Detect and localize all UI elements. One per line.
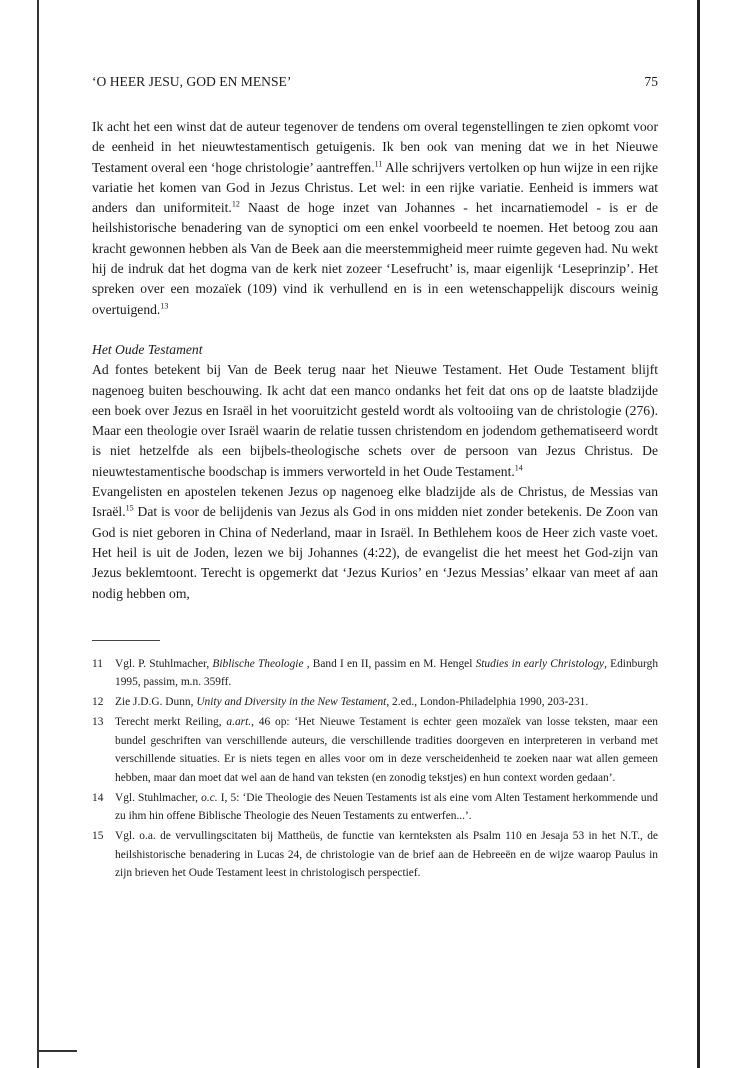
- footnote-ref-13: 13: [160, 301, 169, 311]
- bottom-corner-rule: [37, 1050, 77, 1052]
- footnote-text: [115, 713, 658, 787]
- footnote-13: [92, 713, 658, 787]
- footnote-14-text-1: Vgl. Stuhlmacher,: [115, 791, 202, 804]
- footnote-14-text-2: I, 5: ‘Die Theologie des Neuen Testaments ist als eine vom Alten Testament herkommende und zu ihm hin offene Biblische Theologie des Neuen Testaments zu entwerfen...’.: [115, 791, 658, 823]
- footnote-number: 12: [92, 696, 104, 709]
- footnote-12-text-2: , 2.ed., London-Philadelphia 1990, 203-231.: [386, 696, 589, 709]
- footnote-number: 11: [92, 657, 103, 670]
- paragraph-1-text-c: Naast de hoge inzet van Johannes - het incarnatiemodel - is er de heilshistorische benadering van de synoptici om een enkel voorbeeld te noemen. Het betoog zou aan kracht gewonnen hebben als Van de Beek aan die meerstemmigheid meer ruimte gegeven had. Nu wekt hij de indruk dat het dogma van de kerk niet zozeer ‘Lesefrucht’ is, maar eigenlijk ‘Leseprinzip’. Het spreken over een mozaïek (109) vind ik verhullend en is in een wetenschappelijk discours weinig overtuigend.: [92, 200, 658, 317]
- footnote-13-text-2: , 46 op: ‘Het Nieuwe Testament is echter geen mozaïek van losse teksten, maar een bundel geschriften van verschillende auteurs, die verschillende tradities doorgeven en interpreteren in verband met verschillende situaties. Er is niets tegen en alles voor om in deze verscheidenheid te zoeken naar wat allen gemeen hebben, maar dan moet dat wel aan de hand van teksten (en zonodig tekstjes) en hun context worden gedaan’.: [115, 716, 658, 784]
- section-title: Het Oude Testament: [92, 341, 203, 357]
- footnote-ref-11: 11: [374, 159, 383, 169]
- footnote-separator: [92, 640, 160, 641]
- right-margin-rule: [697, 0, 700, 1068]
- footnote-number: 14: [92, 791, 104, 804]
- footnote-14-abbrev: o.c.: [201, 791, 218, 804]
- footnote-text: Vgl. o.a. de vervullingscitaten bij Mattheüs, de functie van kernteksten als Psalm 110 en Jesaja 53 in het N.T., de heilshistorische benadering in Lucas 24, de christologie van de brief aan de Hebreeën en de wijze waarop Paulus in zijn brieven het Oude Testament leest in christologisch perspectief.: [115, 830, 658, 880]
- paragraph-3-text-a: Evangelisten en apostelen tekenen Jezus op nagenoeg elke bladzijde als de Christus, de Messias van Israël.: [92, 484, 658, 520]
- paragraph-3: [92, 482, 658, 604]
- paragraph-3-text-b: Dat is voor de belijdenis van Jezus als God in ons midden niet zonder betekenis. De Zoon van God is niet geboren in China of Nederland, maar in Israël. In Bethlehem koos de Heer zich vaste voet. Het heil is uit de Joden, lezen we bij Johannes (4:22), de evangelist die het meest het God-zijn van Jezus beklemtoont. Terecht is opgemerkt dat ‘Jezus Kurios’ en ‘Jezus Messias’ elkaar van meet af aan nodig hebben om,: [92, 504, 658, 601]
- footnote-15: [92, 827, 658, 883]
- footnote-12-title-1: Unity and Diversity in the New Testament: [196, 696, 387, 709]
- footnote-ref-12: 12: [231, 199, 240, 209]
- footnote-11-title-2: Studies in early Christology: [475, 657, 605, 670]
- footnote-13-abbrev: a.art.: [226, 716, 252, 729]
- running-title: ‘O HEER JESU, GOD EN MENSE’: [92, 74, 292, 89]
- footnote-11-title-1: Biblische Theologie: [212, 657, 304, 670]
- footnote-11-text-3: , Edinburgh 1995, passim, m.n. 359ff.: [115, 657, 659, 689]
- paragraph-2: [92, 360, 658, 482]
- footnote-12-text-1: Zie J.D.G. Dunn,: [115, 696, 197, 709]
- page-number: 75: [644, 74, 658, 89]
- page-content: [92, 72, 658, 884]
- footnotes: [92, 655, 658, 883]
- footnote-number: 13: [92, 716, 104, 729]
- footnote-text: [115, 789, 658, 826]
- paragraph-1-text-a: Ik acht het een winst dat de auteur tegenover de tendens om overal tegenstellingen te zien opkomt voor de eenheid in het nieuwtestamentisch getuigenis. Ik ben ook van mening dat we in het Nieuwe Testament overal een ‘hoge christologie’ aantreffen.: [92, 119, 658, 175]
- paragraph-1: [92, 117, 658, 320]
- footnote-text: [115, 655, 658, 692]
- footnote-13-text-1: Terecht merkt Reiling,: [115, 716, 227, 729]
- footnote-14: [92, 789, 658, 826]
- running-header: [92, 72, 658, 92]
- footnote-11: [92, 655, 658, 692]
- paragraph-2-text: Ad fontes betekent bij Van de Beek terug naar het Nieuwe Testament. Het Oude Testament blijft nagenoeg buiten beschouwing. Ik acht dat een manco ondanks het feit dat ons op de laatste bladzijde een boek over Jezus en Israël in het vooruitzicht gesteld wordt als voltooiing van de christologie (276). Maar een theologie over Israël waarin de relatie tussen christendom en jodendom gethematiseerd wordt is niet hetzelfde als een bijbels-theologische schets over de persoon van Jezus Christus. De nieuwtestamentische boodschap is immers verworteld in het Oude Testament.: [92, 362, 658, 479]
- footnote-text: [115, 693, 658, 712]
- footnote-11-text-1: Vgl. P. Stuhlmacher,: [115, 657, 213, 670]
- footnote-12: [92, 693, 658, 712]
- paragraph-1-text-b: Alle schrijvers vertolken op hun wijze in een rijke variatie het komen van God in Jezus Christus. Let wel: in een rijke variatie. Eenheid is immers wat anders dan uniformiteit.: [92, 159, 658, 216]
- footnote-11-text-2: , Band I en II, passim en M. Hengel: [303, 657, 476, 670]
- body-text: [92, 117, 658, 604]
- footnote-ref-15: 15: [125, 503, 134, 513]
- footnote-ref-14: 14: [514, 463, 523, 473]
- left-margin-rule: [37, 0, 39, 1068]
- footnote-number: 15: [92, 830, 104, 843]
